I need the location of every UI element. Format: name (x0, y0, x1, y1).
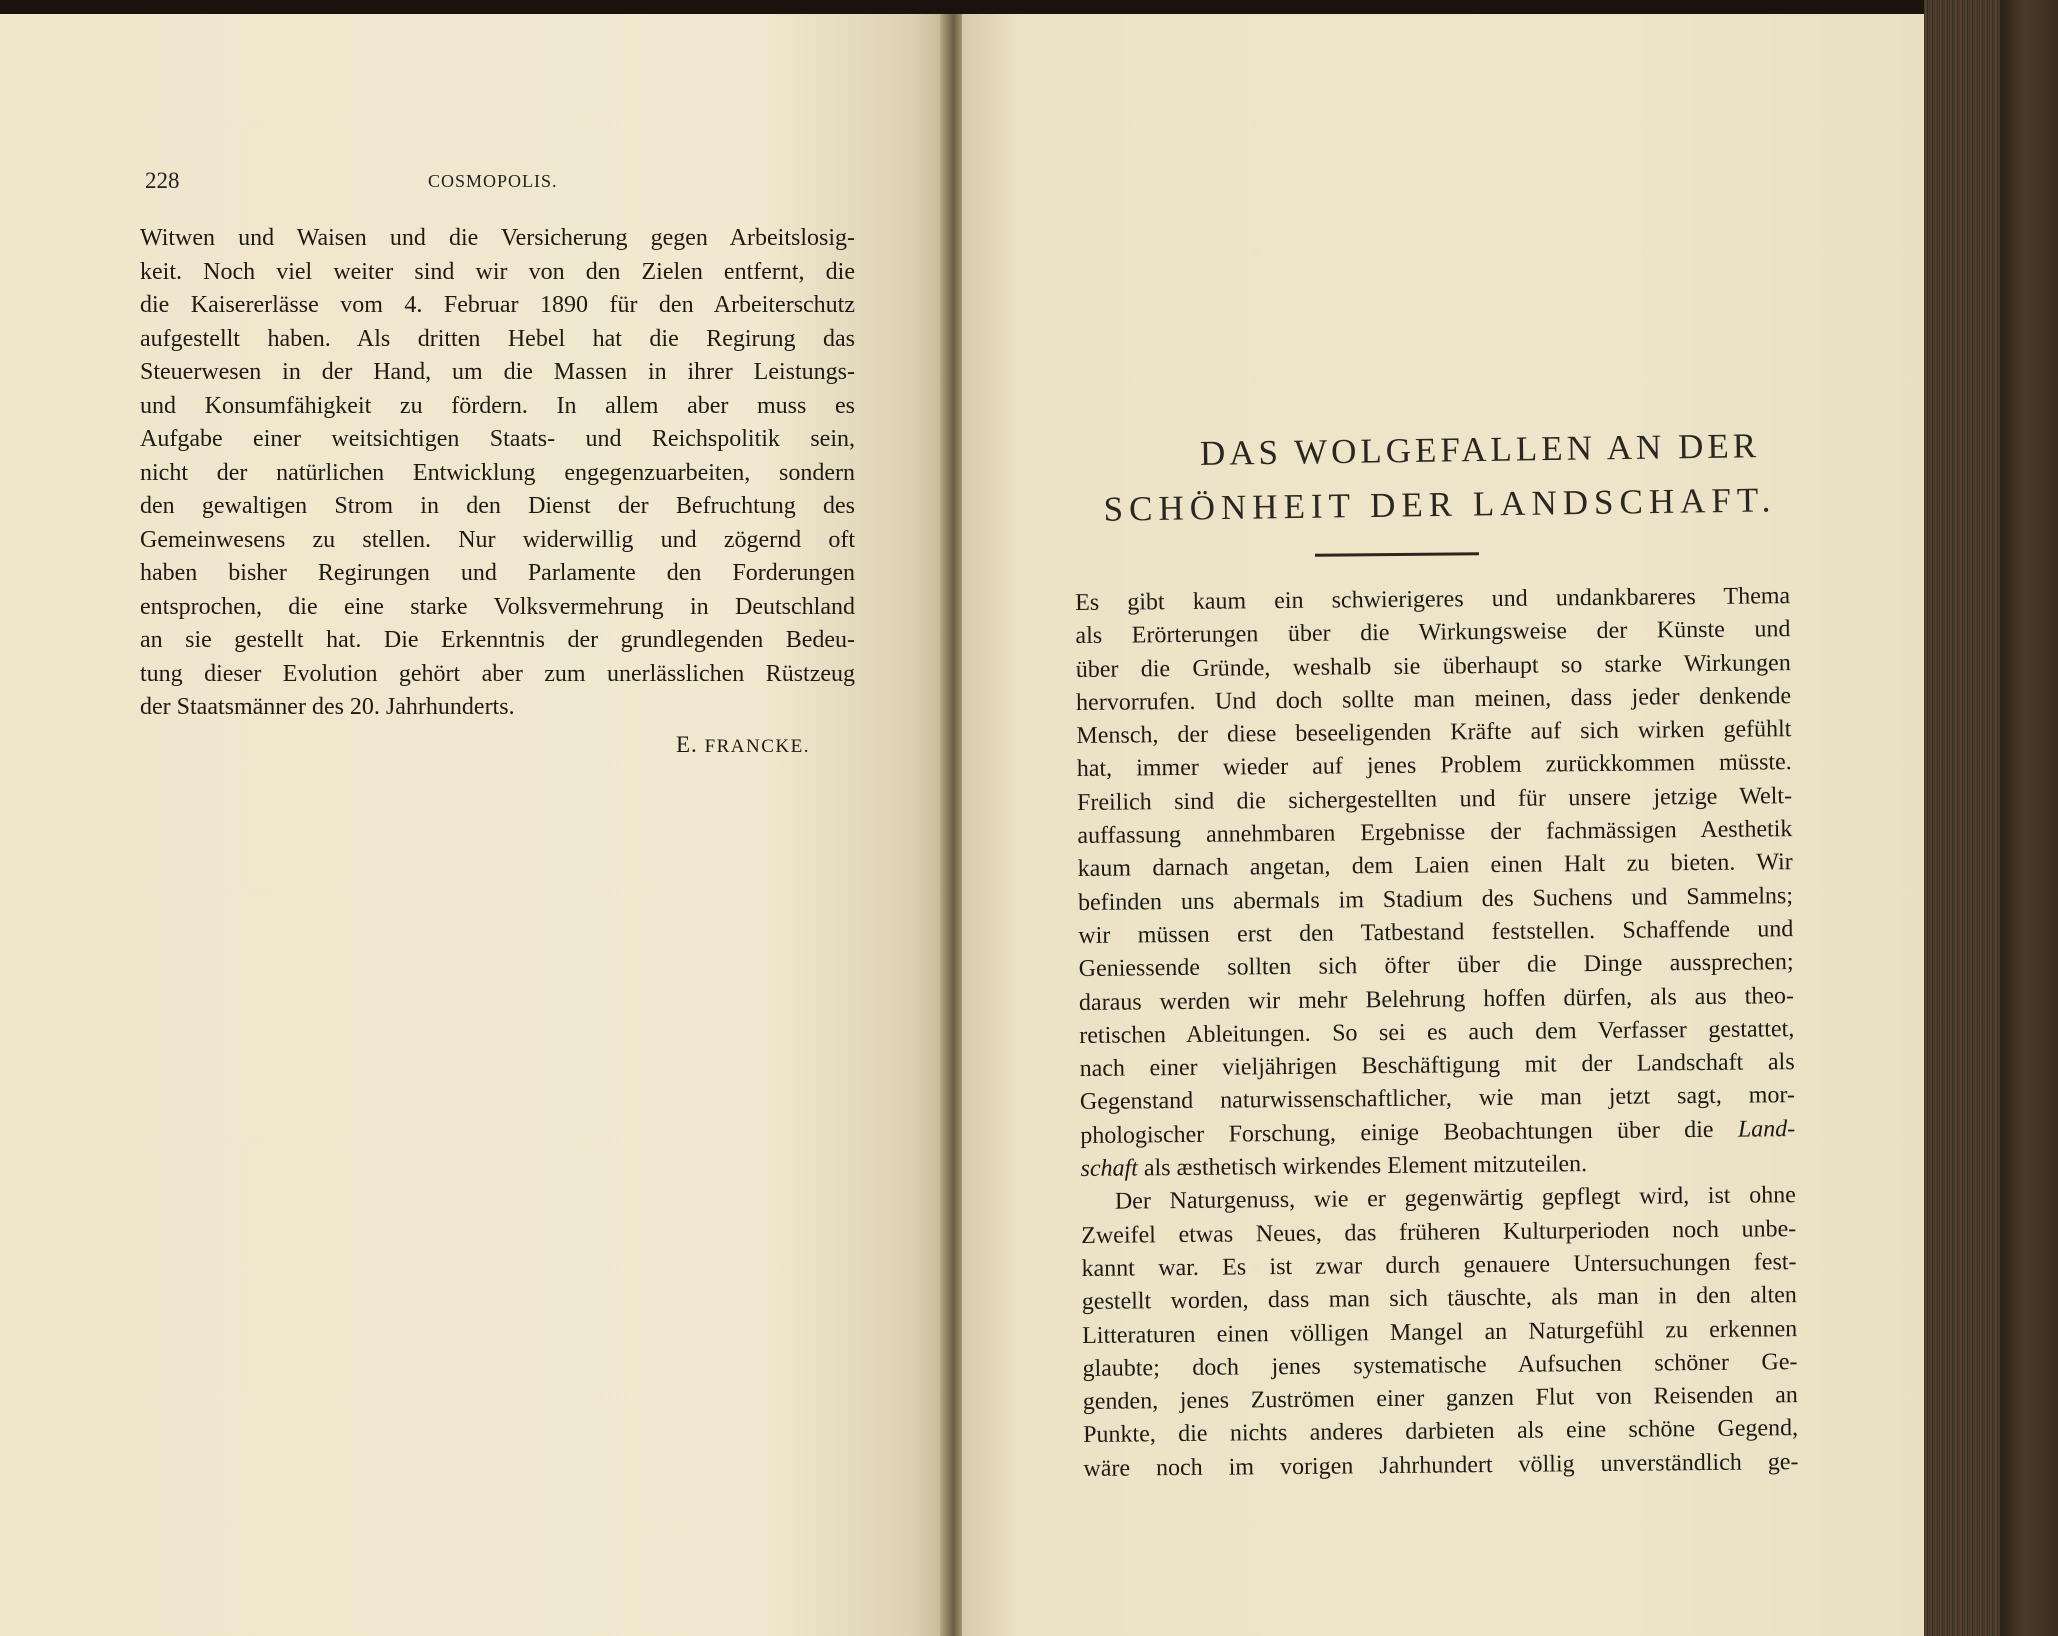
text-line: kannt war. Es ist zwar durch genauere Untersuchungen fest- (1081, 1249, 1797, 1282)
running-head (145, 168, 840, 198)
text-line: aufgestellt haben. Als dritten Hebel hat die Regirung das (140, 325, 855, 352)
text-line: wäre noch im vorigen Jahrhundert völlig unverständlich ge- (1083, 1448, 1799, 1482)
text-line: entsprochen, die eine starke Volksvermehrung in Deutschland (140, 593, 855, 620)
text-line: Aufgabe einer weitsichtigen Staats- und Reichspolitik sein, (140, 426, 855, 452)
text-line: retischen Ableitungen. So sei es auch dem Verfasser gestattet, (1079, 1015, 1795, 1049)
text-line: Steuerwesen in der Hand, um die Massen in ihrer Leistungs- (140, 359, 855, 385)
text-line (1080, 1113, 1795, 1153)
text-fragment: phologischer Forschung, einige Beobachtungen über die (1080, 1116, 1739, 1149)
running-title: COSMOPOLIS. (428, 171, 558, 191)
text-line: keit. Noch viel weiter sind wir von den Zielen entfernt, die (140, 258, 855, 285)
text-line: glaubte; doch jenes systematische Aufsuchen schöner Ge- (1082, 1348, 1798, 1382)
text-line: Geniessende sollten sich öfter über die Dinge aussprechen; (1078, 949, 1794, 983)
text-line: Witwen und Waisen und die Versicherung gegen Arbeitslosig- (140, 225, 855, 251)
text-line: genden, jenes Zuströmen einer ganzen Flut von Reisenden an (1082, 1382, 1798, 1416)
right-body-text (1075, 580, 1799, 1486)
signature-name: FRANCKE. (704, 736, 810, 757)
text-line: Gegenstand naturwissenschaftlicher, wie man jetzt sagt, mor- (1079, 1082, 1796, 1116)
italic-text: Land- (1737, 1115, 1796, 1143)
signature-initial: E. (676, 732, 705, 757)
italic-text: schaft (1080, 1155, 1139, 1183)
text-line: die Kaisererlässe vom 4. Februar 1890 für den Arbeiterschutz (140, 292, 855, 318)
book-page-edges (1924, 0, 2058, 1636)
text-line: Gemeinwesens zu stellen. Nur widerwillig und zögernd oft (140, 526, 855, 553)
text-line: Litteraturen einen völligen Mangel an Naturgefühl zu erkennen (1082, 1315, 1798, 1349)
book-cover-edge (2000, 0, 2058, 1636)
text-line: wir müssen erst den Tatbestand feststellen. Schaffende und (1078, 916, 1794, 949)
text-line: über die Gründe, weshalb sie überhaupt so starke Wirkungen (1075, 649, 1791, 683)
text-line: daraus werden wir mehr Belehrung hoffen dürfen, als aus theo- (1078, 982, 1795, 1016)
text-line: hat, immer wieder auf jenes Problem zurückkommen müsste. (1076, 749, 1792, 783)
text-line: Freilich sind die sichergestellten und für unsere jetzige Welt- (1076, 782, 1793, 816)
text-line: nach einer vieljährigen Beschäftigung mit der Landschaft als (1079, 1049, 1795, 1083)
text-line: und Konsumfähigkeit zu fördern. In allem aber muss es (140, 392, 855, 419)
text-line: Punkte, die nichts anderes darbieten als eine schöne Gegend, (1083, 1415, 1799, 1449)
text-line: Mensch, der diese beseeligenden Kräfte auf sich wirken gefühlt (1076, 716, 1792, 750)
text-line: Der Naturgenuss, wie er gegenwärtig gepflegt wird, ist ohne (1114, 1182, 1796, 1215)
article-title-line-1: DAS WOLGEFALLEN AN DER (1199, 426, 1761, 473)
text-fragment: als æsthetisch wirkendes Element mitzuteilen. (1137, 1151, 1588, 1182)
article-title-line-2: SCHÖNHEIT DER LANDSCHAFT. (1103, 480, 1777, 529)
text-line: haben bisher Regirungen und Parlamente den Forderungen (140, 560, 855, 586)
text-line: befinden uns abermals im Stadium des Suchens und Sammelns; (1077, 882, 1794, 916)
text-line: der Staatsmänner des 20. Jahrhunderts. (140, 694, 515, 720)
text-line: den gewaltigen Strom in den Dienst der Befruchtung des (140, 493, 855, 519)
text-line: hervorrufen. Und doch sollte man meinen, dass jeder denkende (1075, 683, 1792, 716)
text-line: Es gibt kaum ein schwierigeres und undankbareres Thema (1075, 583, 1791, 616)
text-line: nicht der natürlichen Entwicklung engegenzuarbeiten, sondern (140, 459, 855, 486)
text-line: kaum darnach angetan, dem Laien einen Halt zu bieten. Wir (1077, 849, 1793, 883)
left-body-text (140, 222, 855, 725)
text-line: auffassung annehmbaren Ergebnisse der fachmässigen Aesthetik (1077, 816, 1793, 850)
text-line: Zweifel etwas Neues, das früheren Kulturperioden noch unbe- (1081, 1215, 1797, 1249)
author-signature (676, 732, 810, 758)
text-line: an sie gestellt hat. Die Erkenntnis der grundlegenden Bedeu- (140, 627, 855, 653)
text-line: als Erörterungen über die Wirkungsweise der Künste und (1075, 616, 1791, 650)
text-line: gestellt worden, dass man sich täuschte, als man in den alten (1081, 1282, 1797, 1316)
page-number: 228 (145, 168, 180, 193)
text-line: tung dieser Evolution gehört aber zum unerlässlichen Rüstzeug (140, 660, 855, 687)
